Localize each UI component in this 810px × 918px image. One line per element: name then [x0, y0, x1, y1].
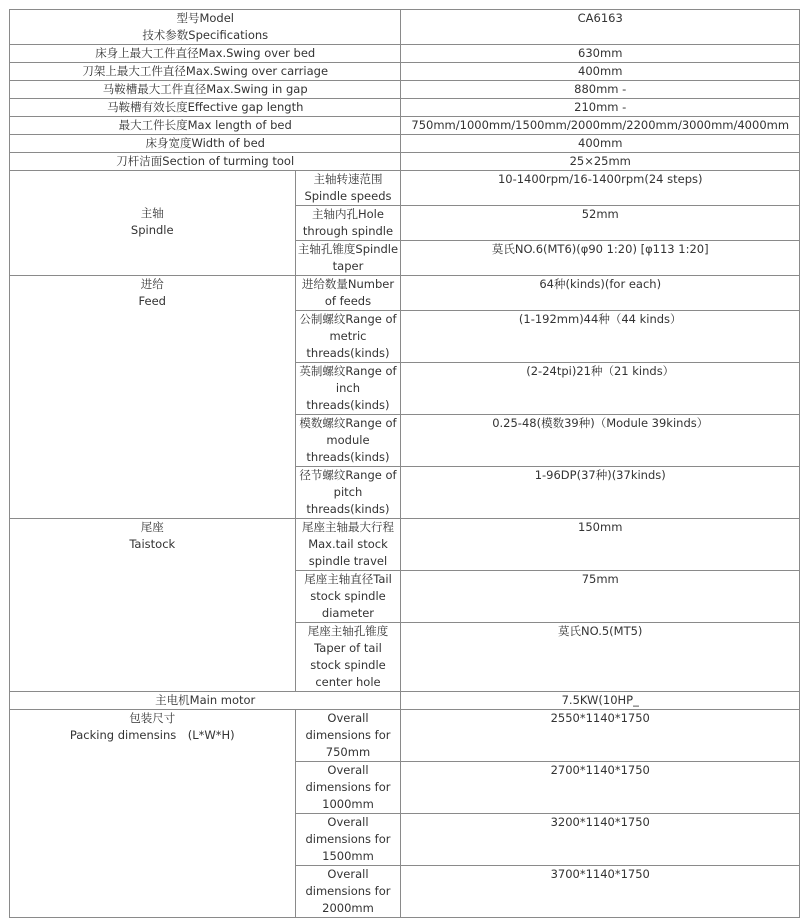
spec-table-container — [9, 9, 800, 918]
row-value: 64种(kinds)(for each) — [401, 276, 800, 311]
table-row — [10, 153, 800, 171]
row-label: 尾座主轴孔锥度Taper of tail stock spindle center hole — [295, 623, 401, 692]
table-row — [10, 99, 800, 117]
row-label: 床身上最大工件直径Max.Swing over bed — [10, 45, 401, 63]
row-value: 0.25-48(模数39种)（Module 39kinds） — [401, 415, 800, 467]
row-label: 模数螺纹Range of module threads(kinds) — [295, 415, 401, 467]
row-label: 马鞍槽最大工件直径Max.Swing in gap — [10, 81, 401, 99]
spindle-group-cn: 主轴 — [140, 206, 164, 220]
row-label: Overall dimensions for 750mm — [295, 710, 401, 762]
row-value: 210mm - — [401, 99, 800, 117]
packing-group-cn: 包装尺寸 — [129, 711, 176, 725]
specification-table — [9, 9, 800, 918]
row-label: 英制螺纹Range of inch threads(kinds) — [295, 363, 401, 415]
feed-group-cell — [10, 276, 296, 519]
row-label: 最大工件长度Max length of bed — [10, 117, 401, 135]
spec-label: 技术参数Specifications — [142, 28, 269, 42]
spindle-group-cell — [10, 171, 296, 276]
spindle-group-en: Spindle — [130, 223, 174, 237]
table-row — [10, 276, 800, 311]
table-row — [10, 45, 800, 63]
row-value: 750mm/1000mm/1500mm/2000mm/2200mm/3000mm/4000mm — [401, 117, 800, 135]
row-value: 7.5KW(10HP_ — [401, 692, 800, 710]
table-row — [10, 135, 800, 153]
row-label: 床身宽度Width of bed — [10, 135, 401, 153]
row-label: 尾座主轴最大行程Max.tail stock spindle travel — [295, 519, 401, 571]
row-label: 主轴内孔Hole through spindle — [295, 206, 401, 241]
table-row — [10, 81, 800, 99]
row-label: Overall dimensions for 2000mm — [295, 866, 401, 918]
header-label-cell — [10, 10, 401, 45]
row-label: 主电机Main motor — [10, 692, 401, 710]
row-value: 75mm — [401, 571, 800, 623]
row-value: 25×25mm — [401, 153, 800, 171]
row-value: 150mm — [401, 519, 800, 571]
table-row — [10, 171, 800, 206]
row-label: 尾座主轴直径Tail stock spindle diameter — [295, 571, 401, 623]
model-value: CA6163 — [401, 10, 800, 45]
row-value: 莫氏NO.6(MT6)(φ90 1:20) [φ113 1:20] — [401, 241, 800, 276]
table-row — [10, 117, 800, 135]
row-value: 630mm — [401, 45, 800, 63]
row-value: 2550*1140*1750 — [401, 710, 800, 762]
row-value: 400mm — [401, 63, 800, 81]
tailstock-group-cell — [10, 519, 296, 692]
tailstock-group-cn: 尾座 — [140, 520, 164, 534]
row-label: 进给数量Number of feeds — [295, 276, 401, 311]
row-label: 主轴孔锥度Spindle taper — [295, 241, 401, 276]
table-row — [10, 63, 800, 81]
table-row — [10, 710, 800, 762]
row-label: Overall dimensions for 1000mm — [295, 762, 401, 814]
row-value: 2700*1140*1750 — [401, 762, 800, 814]
row-label: 主轴转速范围Spindle speeds — [295, 171, 401, 206]
feed-group-cn: 进给 — [140, 277, 164, 291]
model-label: 型号Model — [176, 11, 234, 25]
row-value: 400mm — [401, 135, 800, 153]
table-row — [10, 692, 800, 710]
row-label: 公制螺纹Range of metric threads(kinds) — [295, 311, 401, 363]
row-value: 3700*1140*1750 — [401, 866, 800, 918]
feed-group-en: Feed — [138, 294, 166, 308]
row-value: 10-1400rpm/16-1400rpm(24 steps) — [401, 171, 800, 206]
row-label: 径节螺纹Range of pitch threads(kinds) — [295, 467, 401, 519]
table-row-header — [10, 10, 800, 45]
tailstock-group-en: Taistock — [129, 537, 176, 551]
table-row — [10, 519, 800, 571]
row-value: 1-96DP(37种)(37kinds) — [401, 467, 800, 519]
row-label: 刀杆洁面Section of turming tool — [10, 153, 401, 171]
row-label: Overall dimensions for 1500mm — [295, 814, 401, 866]
packing-group-en: Packing dimensins (L*W*H) — [69, 728, 235, 742]
row-value: (2-24tpi)21种（21 kinds） — [401, 363, 800, 415]
row-value: (1-192mm)44种（44 kinds） — [401, 311, 800, 363]
row-value: 52mm — [401, 206, 800, 241]
row-label: 刀架上最大工件直径Max.Swing over carriage — [10, 63, 401, 81]
row-value: 3200*1140*1750 — [401, 814, 800, 866]
row-label: 马鞍槽有效长度Effective gap length — [10, 99, 401, 117]
packing-group-cell — [10, 710, 296, 918]
row-value: 莫氏NO.5(MT5) — [401, 623, 800, 692]
row-value: 880mm - — [401, 81, 800, 99]
